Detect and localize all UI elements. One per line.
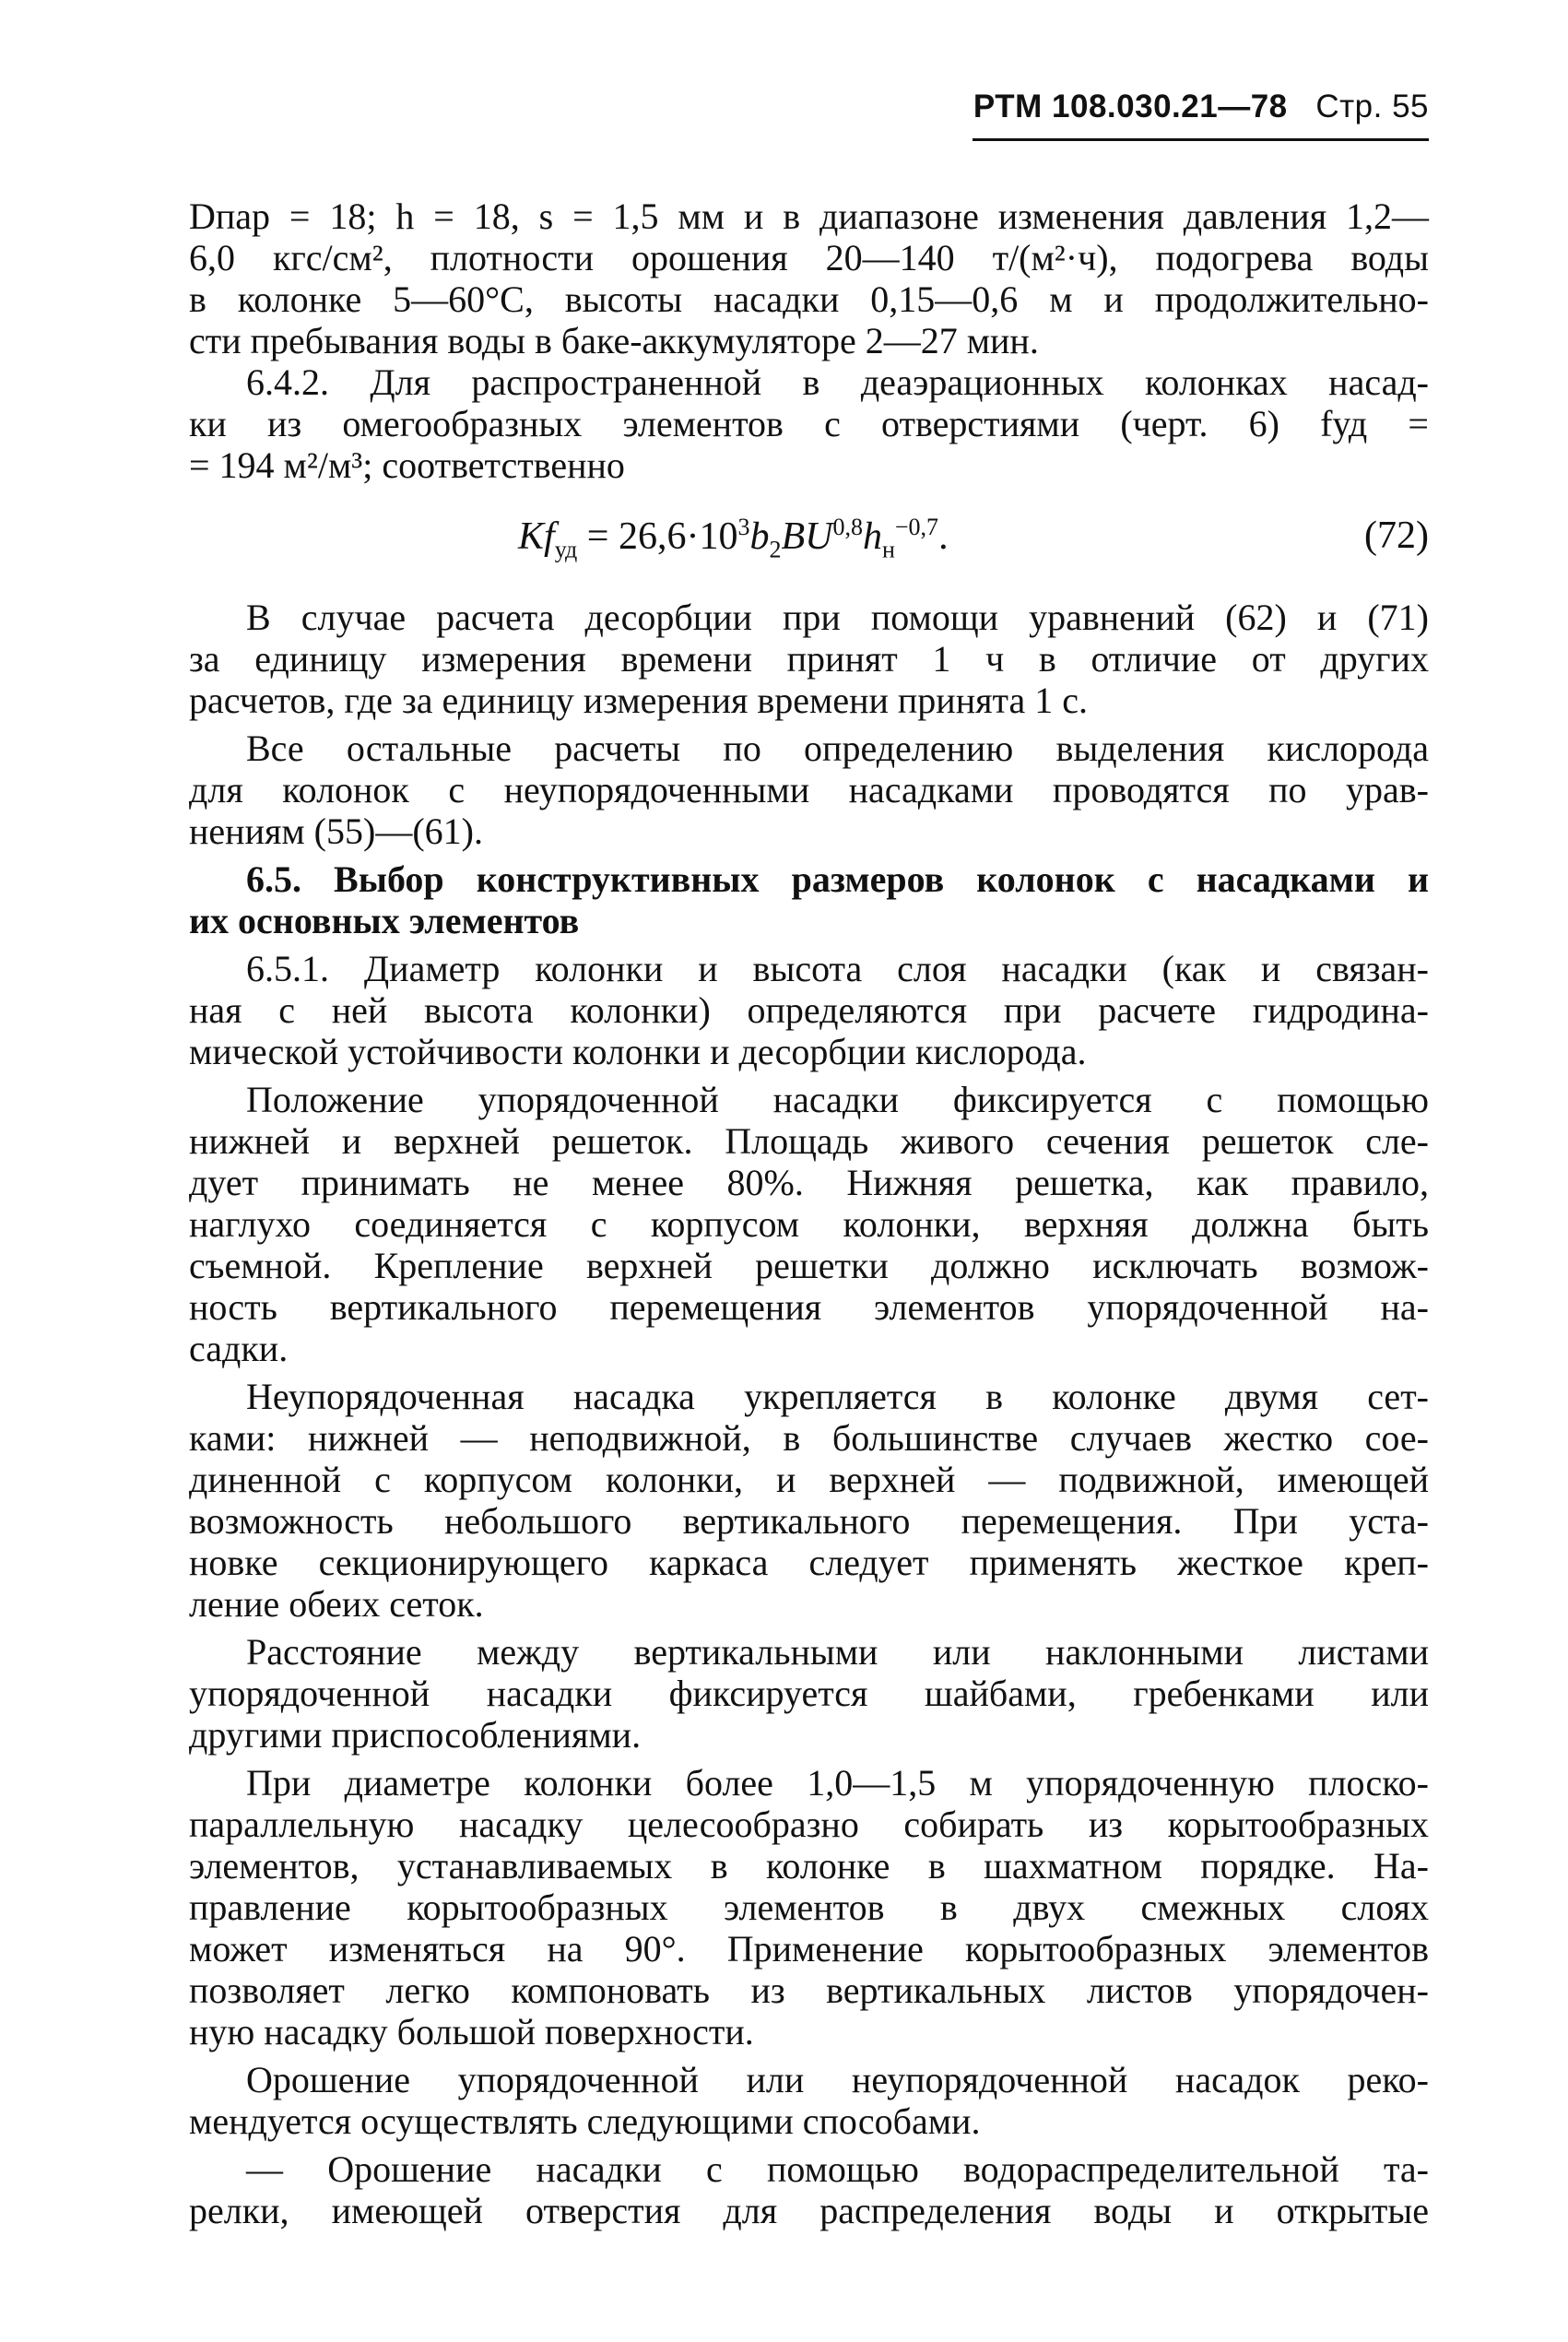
equation-72 — [189, 495, 1429, 578]
text-line: Расстояние между вертикальными или наклонными листами — [246, 1631, 1429, 1673]
text-line: правление корытообразных элементов в двух смежных слоях — [189, 1887, 1429, 1928]
text-line: ление обеих сеток. — [189, 1583, 484, 1625]
paragraph-ordered-packing — [189, 1079, 1429, 1369]
text-line: возможность небольшого вертикального перемещения. При уста- — [189, 1500, 1429, 1542]
text-line: нениям (55)—(61). — [189, 810, 483, 852]
paragraph-parameters — [189, 195, 1429, 361]
paragraph-unordered-packing — [189, 1376, 1429, 1625]
document-body — [189, 195, 1429, 2231]
text-line: ность вертикального перемещения элементов упорядоченной на- — [189, 1286, 1429, 1328]
text-line: ную насадку большой поверхности. — [189, 2011, 754, 2052]
text-line: диненной с корпусом колонки, и верхней — подвижной, имеющей — [189, 1459, 1429, 1500]
text-line: для колонок с неупорядоченными насадками проводятся по урав- — [189, 769, 1429, 810]
paragraph-trough-elements — [189, 1762, 1429, 2052]
page-number: Стр. 55 — [1315, 89, 1429, 124]
text-line: 6.4.2. Для распространенной в деаэрационных колонках насад- — [246, 361, 1429, 403]
paragraph-irrigation — [189, 2059, 1429, 2142]
text-line: 6,0 кгс/см², плотности орошения 20—140 т/(м²·ч), подогрева воды — [189, 237, 1429, 278]
text-line: может изменяться на 90°. Применение корытообразных элементов — [189, 1928, 1429, 1969]
text-line: садки. — [189, 1328, 289, 1369]
text-line: дует принимать не менее 80%. Нижняя решетка, как правило, — [189, 1162, 1429, 1203]
section-heading-6-5 — [189, 858, 1429, 941]
text-line: — Орошение насадки с помощью водораспределительной та- — [246, 2148, 1429, 2190]
text-line: параллельную насадку целесообразно собирать из корытообразных — [189, 1804, 1429, 1845]
text-line: ная с ней высота колонки) определяются при расчете гидродина- — [189, 989, 1429, 1031]
text-line: Положение упорядоченной насадки фиксируется с помощью — [246, 1079, 1429, 1120]
text-line: релки, имеющей отверстия для распределения воды и открытые — [189, 2190, 1429, 2231]
text-line: за единицу измерения времени принят 1 ч в отличие от других — [189, 638, 1429, 680]
text-line: мической устойчивости колонки и десорбции кислорода. — [189, 1031, 1087, 1072]
document-code: РТМ 108.030.21—78 — [973, 89, 1288, 124]
page-header — [973, 85, 1429, 141]
equation-number: (72) — [1364, 515, 1429, 557]
text-line: в колонке 5—60°С, высоты насадки 0,15—0,6 м и продолжительно- — [189, 278, 1429, 320]
text-line: упорядоченной насадки фиксируется шайбами, гребенками или — [189, 1673, 1429, 1714]
text-line: Орошение упорядоченной или неупорядоченной насадок реко- — [246, 2059, 1429, 2100]
paragraph-desorption — [189, 597, 1429, 721]
text-line: сти пребывания воды в баке-аккумуляторе 2—27 мин. — [189, 320, 1039, 361]
text-line: другими приспособлениями. — [189, 1714, 642, 1756]
paragraph-6-5-1 — [189, 948, 1429, 1072]
paragraph-distribution-plate — [189, 2148, 1429, 2231]
paragraph-6-4-2 — [189, 361, 1429, 486]
text-line: расчетов, где за единицу измерения времени принята 1 с. — [189, 680, 1088, 721]
paragraph-other-calculations — [189, 727, 1429, 852]
paragraph-sheet-spacing — [189, 1631, 1429, 1756]
text-line: ки из омегообразных элементов с отверстиями (черт. 6) fуд = — [189, 403, 1429, 444]
text-line: Неупорядоченная насадка укрепляется в колонке двумя сет- — [246, 1376, 1429, 1417]
text-line: позволяет легко компоновать из вертикальных листов упорядочен- — [189, 1969, 1429, 2011]
text-line: ками: нижней — неподвижной, в большинстве случаев жестко сое- — [189, 1417, 1429, 1459]
text-line: наглухо соединяется с корпусом колонки, верхняя должна быть — [189, 1203, 1429, 1245]
formula: $Kf_{уд} = 26,6\cdot 10^3b_2BU^{0,8}h_н^{-0,7}$. — [518, 514, 949, 563]
text-line: съемной. Крепление верхней решетки должно исключать возмож- — [189, 1245, 1429, 1286]
text-line: 6.5.1. Диаметр колонки и высота слоя насадки (как и связан- — [246, 948, 1429, 989]
text-line: В случае расчета десорбции при помощи уравнений (62) и (71) — [246, 597, 1429, 638]
text-line: Dпар = 18; h = 18, s = 1,5 мм и в диапазоне изменения давления 1,2— — [189, 195, 1429, 237]
text-line: нижней и верхней решеток. Площадь живого сечения решеток сле- — [189, 1120, 1429, 1162]
text-line: элементов, устанавливаемых в колонке в шахматном порядке. На- — [189, 1845, 1429, 1887]
text-line: Все остальные расчеты по определению выделения кислорода — [246, 727, 1429, 769]
text-line: мендуется осуществлять следующими способами. — [189, 2100, 981, 2142]
heading-line: их основных элементов — [189, 900, 580, 941]
heading-line: 6.5. Выбор конструктивных размеров колонок с насадками и — [246, 858, 1429, 900]
text-line: новке секционирующего каркаса следует применять жесткое креп- — [189, 1542, 1429, 1583]
text-line: = 194 м²/м³; соответственно — [189, 444, 625, 486]
text-line: При диаметре колонки более 1,0—1,5 м упорядоченную плоско- — [246, 1762, 1429, 1804]
